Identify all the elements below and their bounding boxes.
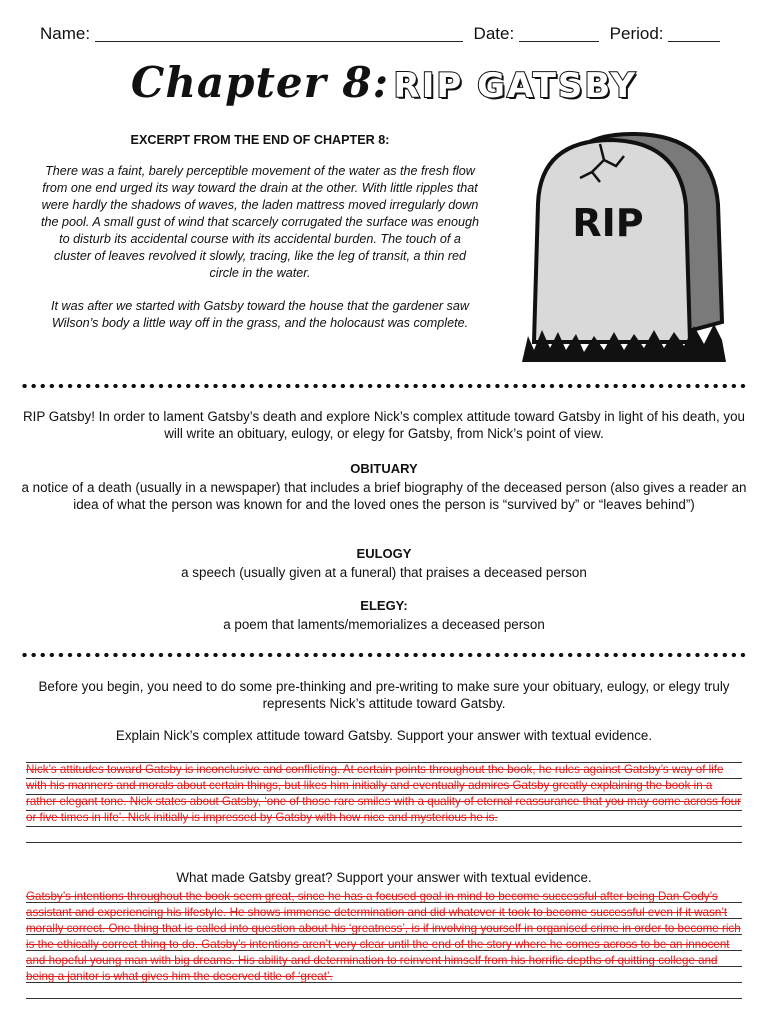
name-label: Name: [40, 24, 91, 43]
excerpt-section [40, 132, 480, 348]
answer-1-text[interactable]: Nick’s attitudes toward Gatsby is inconclusive and conflicting. At certain points throughout the book, he rules against Gatsby’s way of life with his manners and morals about certain things, but likes him initially and eventually admires Gatsby greatly explaining the book in a rather elegant tone. Nick states about Gatsby, ‘one of those rare smiles with a quality of eternal reassurance that you may come across four or five times in life’. Nick initially is impressed by Gatsby with how nice and mysterious he is. [26, 763, 742, 825]
dotted-divider-1 [20, 384, 748, 388]
excerpt-paragraph-1: There was a faint, barely perceptible movement of the water as the fresh flow from one end urged its way toward the drain at the other. With little ripples that were hardly the shadows of waves, the laden mattress moved irregularly down the pool. A small gust of wind that scarcely corrugated the surface was enough to disturb its accidental course with its accidental burden. The touch of a cluster of leaves revolved it slowly, tracing, like the leg of transit, a thin red circle in the water. [41, 164, 479, 280]
elegy-term: ELEGY: [360, 598, 408, 613]
student-info-header [40, 24, 730, 44]
definition-elegy [18, 597, 750, 633]
excerpt-heading: EXCERPT FROM THE END OF CHAPTER 8: [130, 133, 390, 147]
excerpt-paragraph-2: It was after we started with Gatsby toward the house that the gardener saw Wilson’s body a little way off in the grass, and the holocaust was complete. [51, 299, 469, 330]
page-title [0, 58, 768, 107]
tombstone-illustration [520, 126, 730, 366]
prewriting-text: Before you begin, you need to do some pre-thinking and pre-writing to make sure your obituary, eulogy, or elegy truly represents Nick’s attitude toward Gatsby. [38, 679, 730, 711]
intro-text: RIP Gatsby! In order to lament Gatsby’s death and explore Nick’s complex attitude toward Gatsby in light of his death, you will write an obituary, eulogy, or elegy for Gatsby, from Nick’s point of view. [23, 409, 745, 441]
period-label: Period: [609, 24, 664, 43]
question-1-prompt: Explain Nick’s complex attitude toward Gatsby. Support your answer with textual evidence. [115, 728, 653, 743]
obituary-definition: a notice of a death (usually in a newspaper) that includes a brief biography of the deceased person (also gives a reader an idea of what the person was known for and the loved ones the person is “survived by” or “leaves behind”) [21, 480, 747, 512]
definition-eulogy [18, 545, 750, 581]
obituary-term: OBITUARY [350, 461, 418, 476]
eulogy-term: EULOGY [356, 546, 412, 561]
period-field[interactable] [668, 25, 720, 42]
elegy-definition: a poem that laments/memorializes a deceased person [223, 617, 545, 632]
date-label: Date: [473, 24, 515, 43]
definition-obituary [18, 460, 750, 513]
answer-2-text[interactable]: Gatsby’s intentions throughout the book seem great, since he has a focused goal in mind to become successful after being Dan Cody’s assistant and experiencing his lifestyle. He shows immense determination and did whatever it took to become successful even if it wasn’t morally correct. One thing that is called into question about his ‘greatness’, is if involving yourself in organised crime in order to become rich is the ethically correct thing to do. Gatsby’s intentions aren’t very clear until the end of the story where he comes across to be an innocent and hopeful young man with big dreams. His ability and determination to reinvent himself from his horrific depths of quitting college and being a janitor is what gives him the deserved title of ‘great’. [26, 890, 741, 984]
date-field[interactable] [519, 25, 599, 42]
dotted-divider-2 [20, 653, 748, 657]
title-rip-gatsby: RIP GATSBY [393, 66, 638, 106]
eulogy-definition: a speech (usually given at a funeral) that praises a deceased person [181, 565, 587, 580]
tombstone-label: RIP [572, 201, 644, 245]
name-field[interactable] [95, 25, 463, 42]
title-chapter: Chapter 8: [130, 58, 390, 107]
question-2-prompt: What made Gatsby great? Support your answer with textual evidence. [176, 870, 592, 885]
